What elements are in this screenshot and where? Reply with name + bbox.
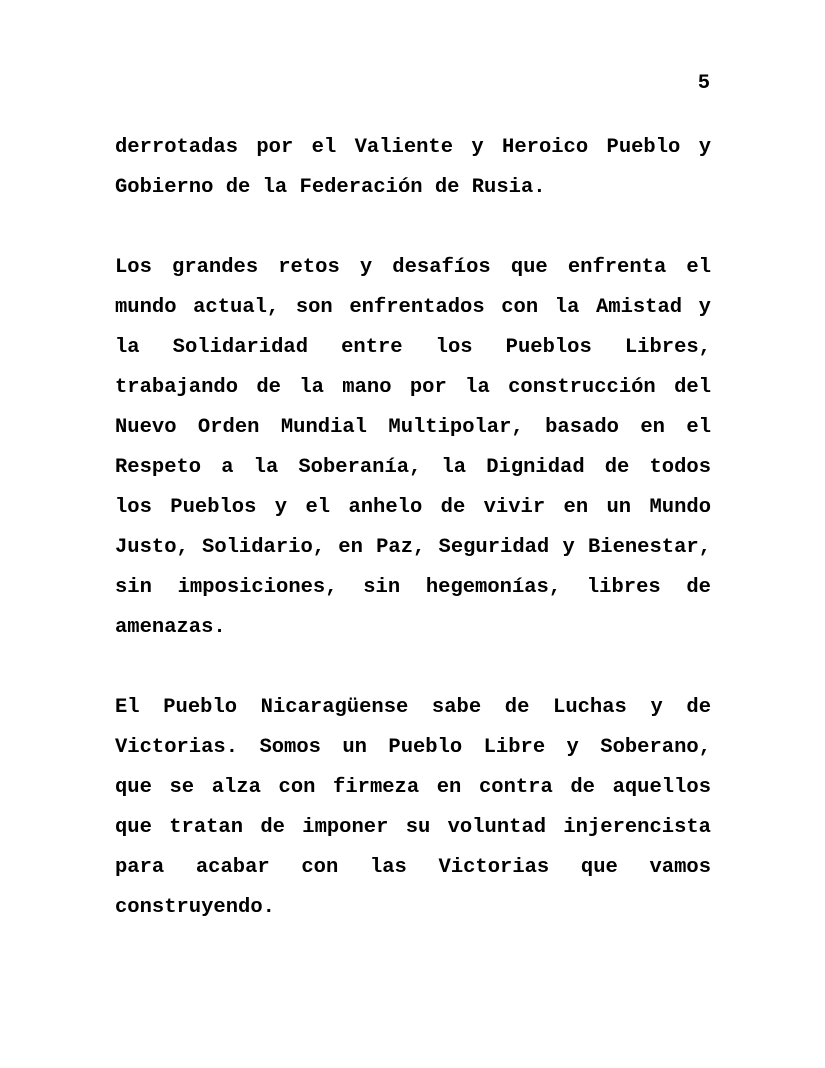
text-line: El Pueblo Nicaragüense sabe de Luchas y de (115, 696, 711, 719)
paragraph (115, 688, 711, 928)
text-line: sin imposiciones, sin hegemonías, libres de (115, 576, 711, 599)
text-line: Los grandes retos y desafíos que enfrenta el (115, 256, 711, 279)
text-line: Justo, Solidario, en Paz, Seguridad y Bienestar, (115, 536, 711, 559)
page-number: 5 (697, 72, 710, 95)
text-line: la Solidaridad entre los Pueblos Libres, (115, 336, 711, 359)
text-line: los Pueblos y el anhelo de vivir en un Mundo (115, 496, 711, 519)
text-line: Nuevo Orden Mundial Multipolar, basado en el (115, 416, 711, 439)
text-line: trabajando de la mano por la construcción del (115, 376, 711, 399)
text-line: que se alza con firmeza en contra de aquellos (115, 776, 711, 799)
document-body (115, 128, 711, 928)
text-line: derrotadas por el Valiente y Heroico Pueblo y (115, 136, 711, 159)
text-line: mundo actual, son enfrentados con la Amistad y (115, 296, 711, 319)
text-line: construyendo. (115, 896, 275, 919)
text-line: Gobierno de la Federación de Rusia. (115, 176, 546, 199)
text-line: amenazas. (115, 616, 226, 639)
text-line: Respeto a la Soberanía, la Dignidad de todos (115, 456, 711, 479)
paragraph (115, 128, 711, 208)
text-line: Victorias. Somos un Pueblo Libre y Soberano, (115, 736, 711, 759)
text-line: que tratan de imponer su voluntad injerencista (115, 816, 711, 839)
text-line: para acabar con las Victorias que vamos (115, 856, 711, 879)
paragraph (115, 248, 711, 648)
